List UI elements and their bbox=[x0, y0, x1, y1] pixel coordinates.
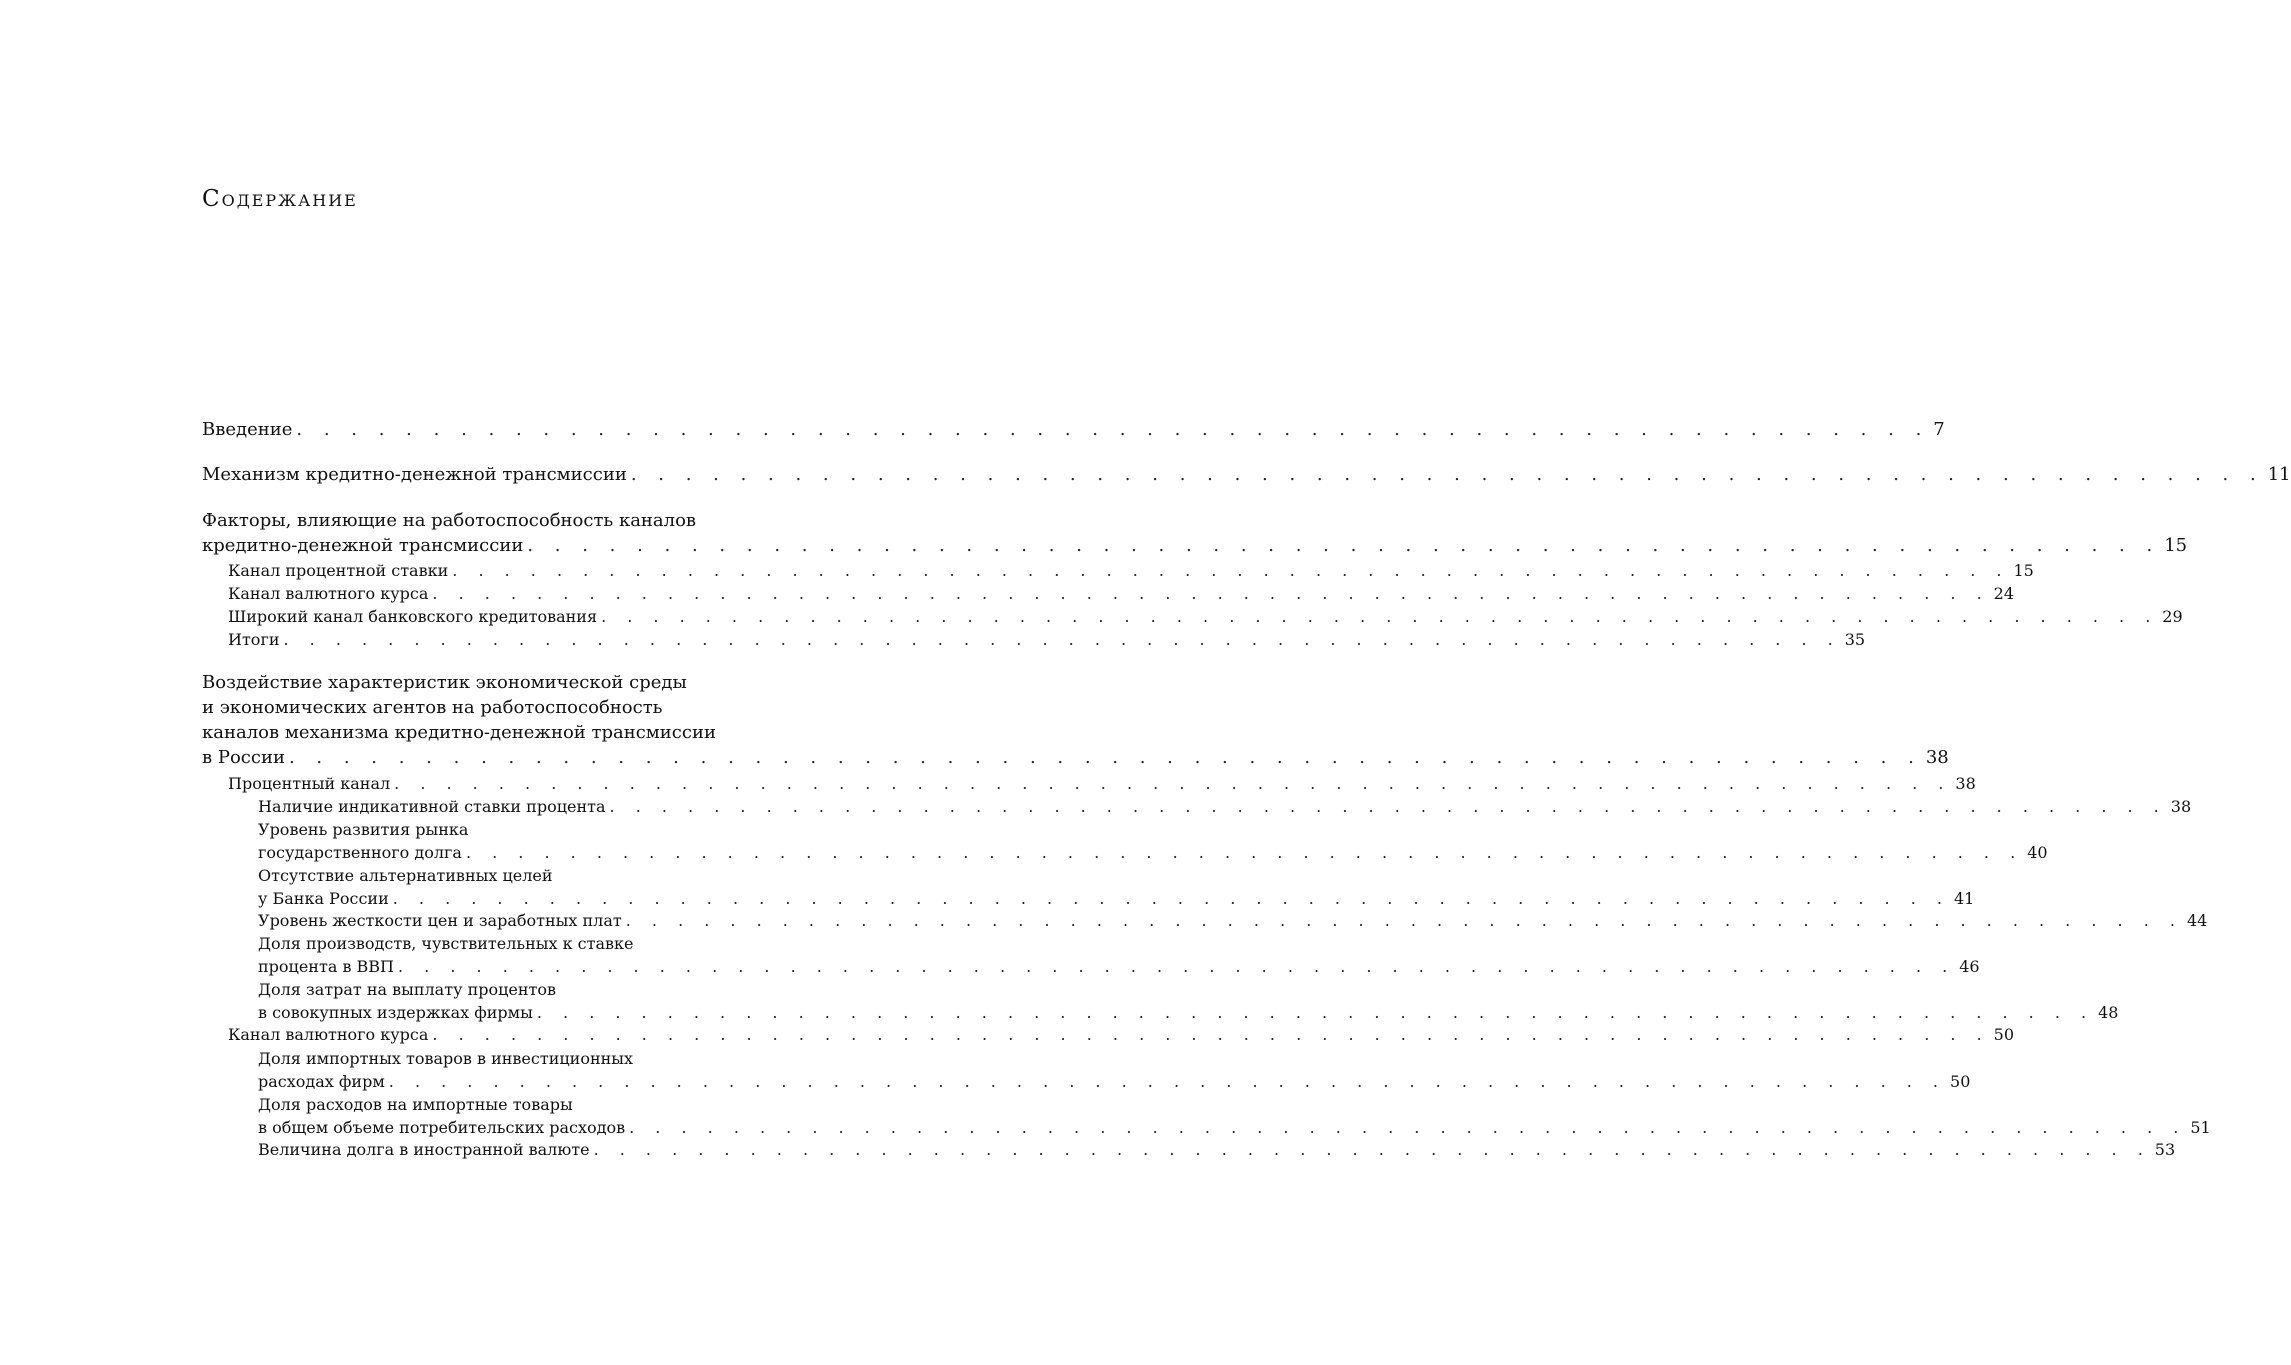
toc-entry-title: Итоги bbox=[228, 630, 280, 649]
toc-entry[interactable] bbox=[258, 797, 2192, 816]
toc-entry-title: в совокупных издержках фирмы bbox=[258, 1003, 533, 1022]
toc-page-number: 7 bbox=[1933, 419, 1945, 440]
toc-entry[interactable] bbox=[202, 464, 2291, 485]
toc-entry-line: Воздействие характеристик экономической среды bbox=[202, 672, 687, 693]
toc-entry-line: Доля расходов на импортные товары bbox=[258, 1095, 573, 1114]
toc-page-number: 11 bbox=[2267, 464, 2291, 485]
toc-page-number: 15 bbox=[2013, 561, 2034, 580]
dot-leader: . . . . . . . . . . . . . . . . . . . . . . . . . . . . . . . . . . . . . . . . . . . . . . . . . . . . . . . . . . . . bbox=[388, 1072, 1947, 1091]
toc-page-number: 35 bbox=[1844, 630, 1866, 649]
toc-entry-title: в России bbox=[202, 747, 285, 768]
toc-entry[interactable] bbox=[258, 911, 2208, 930]
dot-leader: . . . . . . . . . . . . . . . . . . . . . . . . . . . . . . . . . . . . . . . . . . . . . . . . . . . . . . . . . . . . bbox=[452, 561, 2010, 580]
dot-leader: . . . . . . . . . . . . . . . . . . . . . . . . . . . . . . . . . . . . . . . . . . . . . . . . . . . . . . . . . . . . bbox=[394, 774, 1952, 793]
toc-entry[interactable] bbox=[202, 419, 1945, 440]
toc-entry-title: в общем объеме потребительских расходов bbox=[258, 1118, 626, 1137]
toc-entry-line: Доля затрат на выплату процентов bbox=[258, 980, 557, 999]
toc-entry[interactable] bbox=[258, 889, 1975, 908]
toc-entry[interactable] bbox=[228, 584, 2015, 603]
toc-entry-title: кредитно-денежной трансмиссии bbox=[202, 535, 524, 556]
toc-page-number: 24 bbox=[1993, 584, 2015, 603]
dot-leader: . . . . . . . . . . . . . . . . . . . . . . . . . . . . . . . . . . . . . . . . . . . . . . . . . . . . . . . . . . . . bbox=[465, 843, 2024, 862]
dot-leader: . . . . . . . . . . . . . . . . . . . . . . . . . . . . . . . . . . . . . . . . . . . . . . . . . . . . . . . . . . . . bbox=[536, 1003, 2095, 1022]
toc-entry[interactable] bbox=[258, 957, 1980, 976]
toc-page-number: 51 bbox=[2190, 1118, 2211, 1137]
toc-entry[interactable] bbox=[202, 535, 2188, 556]
toc-entry-title: Механизм кредитно-денежной трансмиссии bbox=[202, 464, 627, 485]
toc-entry-line: Факторы, влияющие на работоспособность каналов bbox=[202, 510, 697, 531]
dot-leader: . . . . . . . . . . . . . . . . . . . . . . . . . . . . . . . . . . . . . . . . . . . . . . . . . . . . . . . . . . . . bbox=[432, 1025, 1990, 1044]
dot-leader: . . . . . . . . . . . . . . . . . . . . . . . . . . . . . . . . . . . . . . . . . . . . . . . . . . . . . . . . . . . . bbox=[601, 607, 2159, 626]
toc-entry[interactable] bbox=[228, 561, 2034, 580]
toc-entry[interactable] bbox=[202, 747, 1949, 768]
toc-entry-title: Наличие индикативной ставки процента bbox=[258, 797, 606, 816]
dot-leader: . . . . . . . . . . . . . . . . . . . . . . . . . . . . . . . . . . . . . . . . . . . . . . . . . . . . . . . . . . . . bbox=[288, 747, 1922, 768]
toc-entry-title: процента в ВВП bbox=[258, 957, 394, 976]
toc-entry-title: Канал процентной ставки bbox=[228, 561, 449, 580]
toc-entry-title: Широкий канал банковского кредитования bbox=[228, 607, 598, 626]
dot-leader: . . . . . . . . . . . . . . . . . . . . . . . . . . . . . . . . . . . . . . . . . . . . . . . . . . . . . . . . . . . . bbox=[609, 797, 2167, 816]
dot-leader: . . . . . . . . . . . . . . . . . . . . . . . . . . . . . . . . . . . . . . . . . . . . . . . . . . . . . . . . . . . . bbox=[593, 1140, 2151, 1159]
toc-page-number: 41 bbox=[1953, 889, 1975, 908]
toc-page-number: 38 bbox=[2170, 797, 2192, 816]
dot-leader: . . . . . . . . . . . . . . . . . . . . . . . . . . . . . . . . . . . . . . . . . . . . . . . . . . . . . . . . . . . . bbox=[432, 584, 1990, 603]
dot-leader: . . . . . . . . . . . . . . . . . . . . . . . . . . . . . . . . . . . . . . . . . . . . . . . . . . . . . . . . . . . . bbox=[630, 464, 2264, 485]
toc-entry-title: у Банка России bbox=[258, 889, 389, 908]
dot-leader: . . . . . . . . . . . . . . . . . . . . . . . . . . . . . . . . . . . . . . . . . . . . . . . . . . . . . . . . . . . . bbox=[392, 889, 1950, 908]
toc-entry-title: расходах фирм bbox=[258, 1072, 385, 1091]
toc-entry[interactable] bbox=[258, 1072, 1971, 1091]
toc-page-number: 50 bbox=[1950, 1072, 1971, 1091]
toc-page-number: 29 bbox=[2162, 607, 2183, 626]
toc-entry[interactable] bbox=[228, 1025, 2015, 1044]
dot-leader: . . . . . . . . . . . . . . . . . . . . . . . . . . . . . . . . . . . . . . . . . . . . . . . . . . . . . . . . . . . . bbox=[398, 957, 1956, 976]
toc-entry-line: Доля импортных товаров в инвестиционных bbox=[258, 1049, 634, 1068]
toc-entry[interactable] bbox=[228, 630, 1866, 649]
toc-entry[interactable] bbox=[258, 1140, 2176, 1159]
toc-entry-line: и экономических агентов на работоспособность bbox=[202, 697, 663, 718]
toc-entry-title: Уровень жесткости цен и заработных плат bbox=[258, 911, 622, 930]
toc-entry[interactable] bbox=[228, 774, 1976, 793]
toc-page-number: 46 bbox=[1959, 957, 1980, 976]
toc-page-number: 38 bbox=[1925, 747, 1949, 768]
dot-leader: . . . . . . . . . . . . . . . . . . . . . . . . . . . . . . . . . . . . . . . . . . . . . . . . . . . . . . . . . . . . bbox=[283, 630, 1841, 649]
dot-leader: . . . . . . . . . . . . . . . . . . . . . . . . . . . . . . . . . . . . . . . . . . . . . . . . . . . . . . . . . . . . bbox=[625, 911, 2183, 930]
toc-page-number: 48 bbox=[2098, 1003, 2119, 1022]
toc-entry-title: Канал валютного курса bbox=[228, 1025, 429, 1044]
dot-leader: . . . . . . . . . . . . . . . . . . . . . . . . . . . . . . . . . . . . . . . . . . . . . . . . . . . . . . . . . . . . bbox=[296, 419, 1930, 440]
dot-leader: . . . . . . . . . . . . . . . . . . . . . . . . . . . . . . . . . . . . . . . . . . . . . . . . . . . . . . . . . . . . bbox=[629, 1118, 2187, 1137]
toc-page-number: 15 bbox=[2164, 535, 2188, 556]
toc-page-number: 53 bbox=[2154, 1140, 2176, 1159]
toc-entry-title: Канал валютного курса bbox=[228, 584, 429, 603]
toc-page-number: 38 bbox=[1955, 774, 1976, 793]
toc-entry[interactable] bbox=[258, 843, 2048, 862]
toc-entry[interactable] bbox=[258, 1118, 2211, 1137]
toc-entry-line: Доля производств, чувствительных к ставке bbox=[258, 934, 634, 953]
dot-leader: . . . . . . . . . . . . . . . . . . . . . . . . . . . . . . . . . . . . . . . . . . . . . . . . . . . . . . . . . . . . bbox=[527, 535, 2161, 556]
toc-entry-title: государственного долга bbox=[258, 843, 462, 862]
toc-entry-title: Введение bbox=[202, 419, 293, 440]
toc-entry-title: Процентный канал bbox=[228, 774, 391, 793]
toc-entry-title: Величина долга в иностранной валюте bbox=[258, 1140, 590, 1159]
toc-entry-line: Отсутствие альтернативных целей bbox=[258, 866, 553, 885]
toc-entry-line: каналов механизма кредитно-денежной трансмиссии bbox=[202, 722, 716, 743]
toc-page-number: 50 bbox=[1993, 1025, 2015, 1044]
toc-entry[interactable] bbox=[258, 1003, 2119, 1022]
toc-entry-line: Уровень развития рынка bbox=[258, 820, 469, 839]
toc-page-number: 40 bbox=[2027, 843, 2048, 862]
toc-entry[interactable] bbox=[228, 607, 2183, 626]
page-title: Содержание bbox=[202, 186, 358, 212]
toc-page-number: 44 bbox=[2186, 911, 2208, 930]
